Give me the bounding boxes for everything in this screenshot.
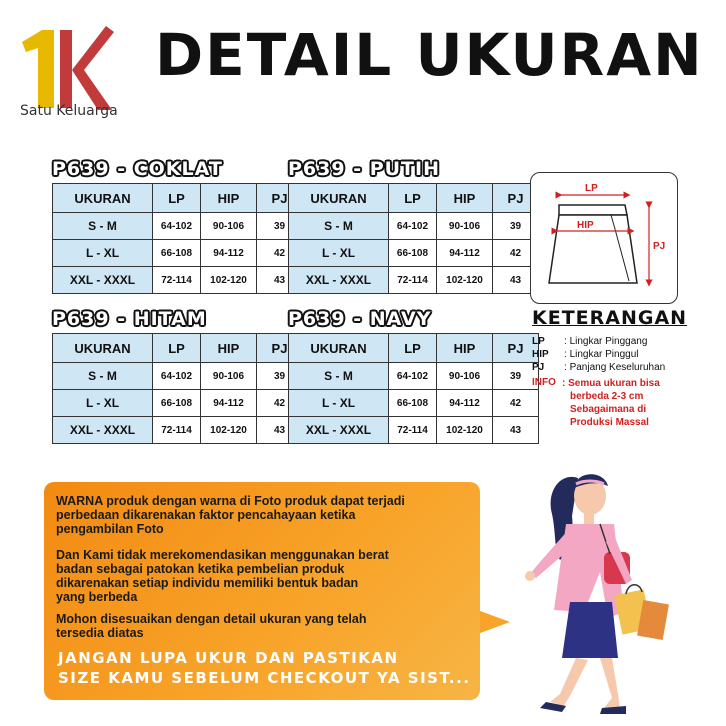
header-ukuran: UKURAN: [289, 334, 389, 363]
skirt-icon: [531, 173, 677, 303]
header-lp: LP: [389, 184, 437, 213]
table-title-coklat: P639 - COKLAT: [52, 158, 223, 180]
legend-text: Lingkar Pinggang: [569, 336, 648, 347]
lp-value: 72-114: [389, 417, 437, 444]
hip-label: HIP: [577, 220, 594, 231]
size-label: L - XL: [53, 390, 153, 417]
note-line: perbedaan dikarenakan faktor pencahayaan ketika: [56, 508, 356, 522]
legend-sep: :: [564, 362, 567, 373]
header-pj: PJ: [493, 334, 539, 363]
table-row: [289, 363, 539, 390]
header-pj: PJ: [257, 334, 303, 363]
header-hip: HIP: [437, 334, 493, 363]
note-line: Dan Kami tidak merekomendasikan menggunakan berat: [56, 548, 389, 562]
header-lp: LP: [389, 334, 437, 363]
pj-value: 43: [257, 417, 303, 444]
size-label: XXL - XXXL: [289, 267, 389, 294]
table-row: [289, 240, 539, 267]
lp-value: 64-102: [389, 213, 437, 240]
lp-value: 66-108: [389, 390, 437, 417]
table-row: [53, 417, 303, 444]
size-table-navy: [288, 333, 539, 444]
header-hip: HIP: [437, 184, 493, 213]
pj-value: 43: [493, 417, 539, 444]
info-line: berbeda 2-3 cm: [570, 391, 644, 402]
note-line: WARNA produk dengan warna di Foto produk dapat terjadi: [56, 494, 405, 508]
hip-value: 94-112: [437, 240, 493, 267]
header-hip: HIP: [201, 334, 257, 363]
header-ukuran: UKURAN: [53, 184, 153, 213]
note-box: [44, 482, 480, 700]
note-line: badan sebagai patokan ketika pembelian produk: [56, 562, 345, 576]
lp-value: 64-102: [153, 363, 201, 390]
legend-key: PJ: [532, 362, 545, 373]
size-label: L - XL: [289, 390, 389, 417]
hip-value: 94-112: [437, 390, 493, 417]
pj-value: 39: [493, 213, 539, 240]
hip-value: 90-106: [201, 363, 257, 390]
size-label: S - M: [53, 363, 153, 390]
brand-name: Satu Keluarga: [20, 103, 118, 119]
size-table-putih: [288, 183, 539, 294]
pj-value: 43: [493, 267, 539, 294]
note-paragraph-adjust: [56, 612, 366, 640]
pj-value: 39: [257, 213, 303, 240]
table-row: [53, 390, 303, 417]
size-table-hitam: [52, 333, 303, 444]
lp-value: 66-108: [389, 240, 437, 267]
call-to-action: [58, 648, 471, 688]
legend-item-pj: [532, 362, 665, 373]
legend-text: Panjang Keseluruhan: [569, 362, 666, 373]
table-row: [53, 240, 303, 267]
hip-value: 94-112: [201, 390, 257, 417]
pj-value: 42: [493, 390, 539, 417]
pj-value: 39: [493, 363, 539, 390]
header-ukuran: UKURAN: [289, 184, 389, 213]
hip-value: 102-120: [437, 267, 493, 294]
note-paragraph-color: [56, 494, 405, 536]
table-row: [289, 390, 539, 417]
size-label: XXL - XXXL: [289, 417, 389, 444]
pj-value: 42: [257, 240, 303, 267]
note-line: dikarenakan setiap individu memiliki bentuk badan: [56, 576, 359, 590]
hip-value: 102-120: [201, 417, 257, 444]
info-line: : Semua ukuran bisa: [562, 378, 660, 389]
table-title-putih: P639 - PUTIH: [288, 158, 440, 180]
legend-sep: :: [564, 349, 567, 360]
info-line: Sebagaimana di: [570, 404, 647, 415]
hip-value: 102-120: [437, 417, 493, 444]
table-row: [53, 363, 303, 390]
legend-item-hip: [532, 349, 639, 360]
lp-value: 66-108: [153, 240, 201, 267]
legend-key: LP: [532, 336, 545, 347]
table-row: [289, 417, 539, 444]
size-label: L - XL: [53, 240, 153, 267]
header-pj: PJ: [257, 184, 303, 213]
table-row: [53, 213, 303, 240]
lp-value: 64-102: [389, 363, 437, 390]
cta-line: SIZE KAMU SEBELUM CHECKOUT YA SIST...: [58, 669, 471, 687]
legend-item-lp: [532, 336, 647, 347]
header-lp: LP: [153, 334, 201, 363]
legend-text: Lingkar Pinggul: [569, 349, 639, 360]
note-line: Mohon disesuaikan dengan detail ukuran yang telah: [56, 612, 367, 626]
pj-value: 42: [493, 240, 539, 267]
header-ukuran: UKURAN: [53, 334, 153, 363]
note-line: pengambilan Foto: [56, 522, 164, 536]
keterangan-title: KETERANGAN: [532, 307, 688, 329]
table-title-hitam: P639 - HITAM: [52, 308, 207, 330]
lp-value: 72-114: [389, 267, 437, 294]
note-paragraph-weight: [56, 548, 389, 604]
lp-value: 72-114: [153, 417, 201, 444]
size-label: S - M: [53, 213, 153, 240]
legend-key: HIP: [532, 349, 549, 360]
lp-value: 66-108: [153, 390, 201, 417]
legend-sep: :: [564, 336, 567, 347]
lp-value: 64-102: [153, 213, 201, 240]
info-line: Produksi Massal: [570, 417, 649, 428]
table-row: [289, 213, 539, 240]
hip-value: 90-106: [201, 213, 257, 240]
size-label: S - M: [289, 213, 389, 240]
pj-value: 39: [257, 363, 303, 390]
hip-value: 94-112: [201, 240, 257, 267]
size-label: L - XL: [289, 240, 389, 267]
info-note: [562, 377, 660, 429]
header-lp: LP: [153, 184, 201, 213]
walking-woman-illustration: [500, 462, 680, 720]
table-title-navy: P639 - NAVY: [288, 308, 432, 330]
hip-value: 90-106: [437, 363, 493, 390]
table-row: [289, 267, 539, 294]
size-label: S - M: [289, 363, 389, 390]
hip-value: 90-106: [437, 213, 493, 240]
table-row: [53, 267, 303, 294]
size-table-coklat: [52, 183, 303, 294]
header-pj: PJ: [493, 184, 539, 213]
info-key: INFO: [532, 377, 556, 388]
page-title: DETAIL UKURAN: [155, 21, 704, 89]
lp-value: 72-114: [153, 267, 201, 294]
size-label: XXL - XXXL: [53, 417, 153, 444]
hip-value: 102-120: [201, 267, 257, 294]
skirt-measurement-diagram: [530, 172, 678, 304]
pj-label: PJ: [653, 241, 666, 252]
cta-line: JANGAN LUPA UKUR DAN PASTIKAN: [58, 649, 399, 667]
size-label: XXL - XXXL: [53, 267, 153, 294]
note-line: tersedia diatas: [56, 626, 144, 640]
lp-label: LP: [585, 183, 598, 194]
note-line: yang berbeda: [56, 590, 138, 604]
header-hip: HIP: [201, 184, 257, 213]
pj-value: 42: [257, 390, 303, 417]
pj-value: 43: [257, 267, 303, 294]
